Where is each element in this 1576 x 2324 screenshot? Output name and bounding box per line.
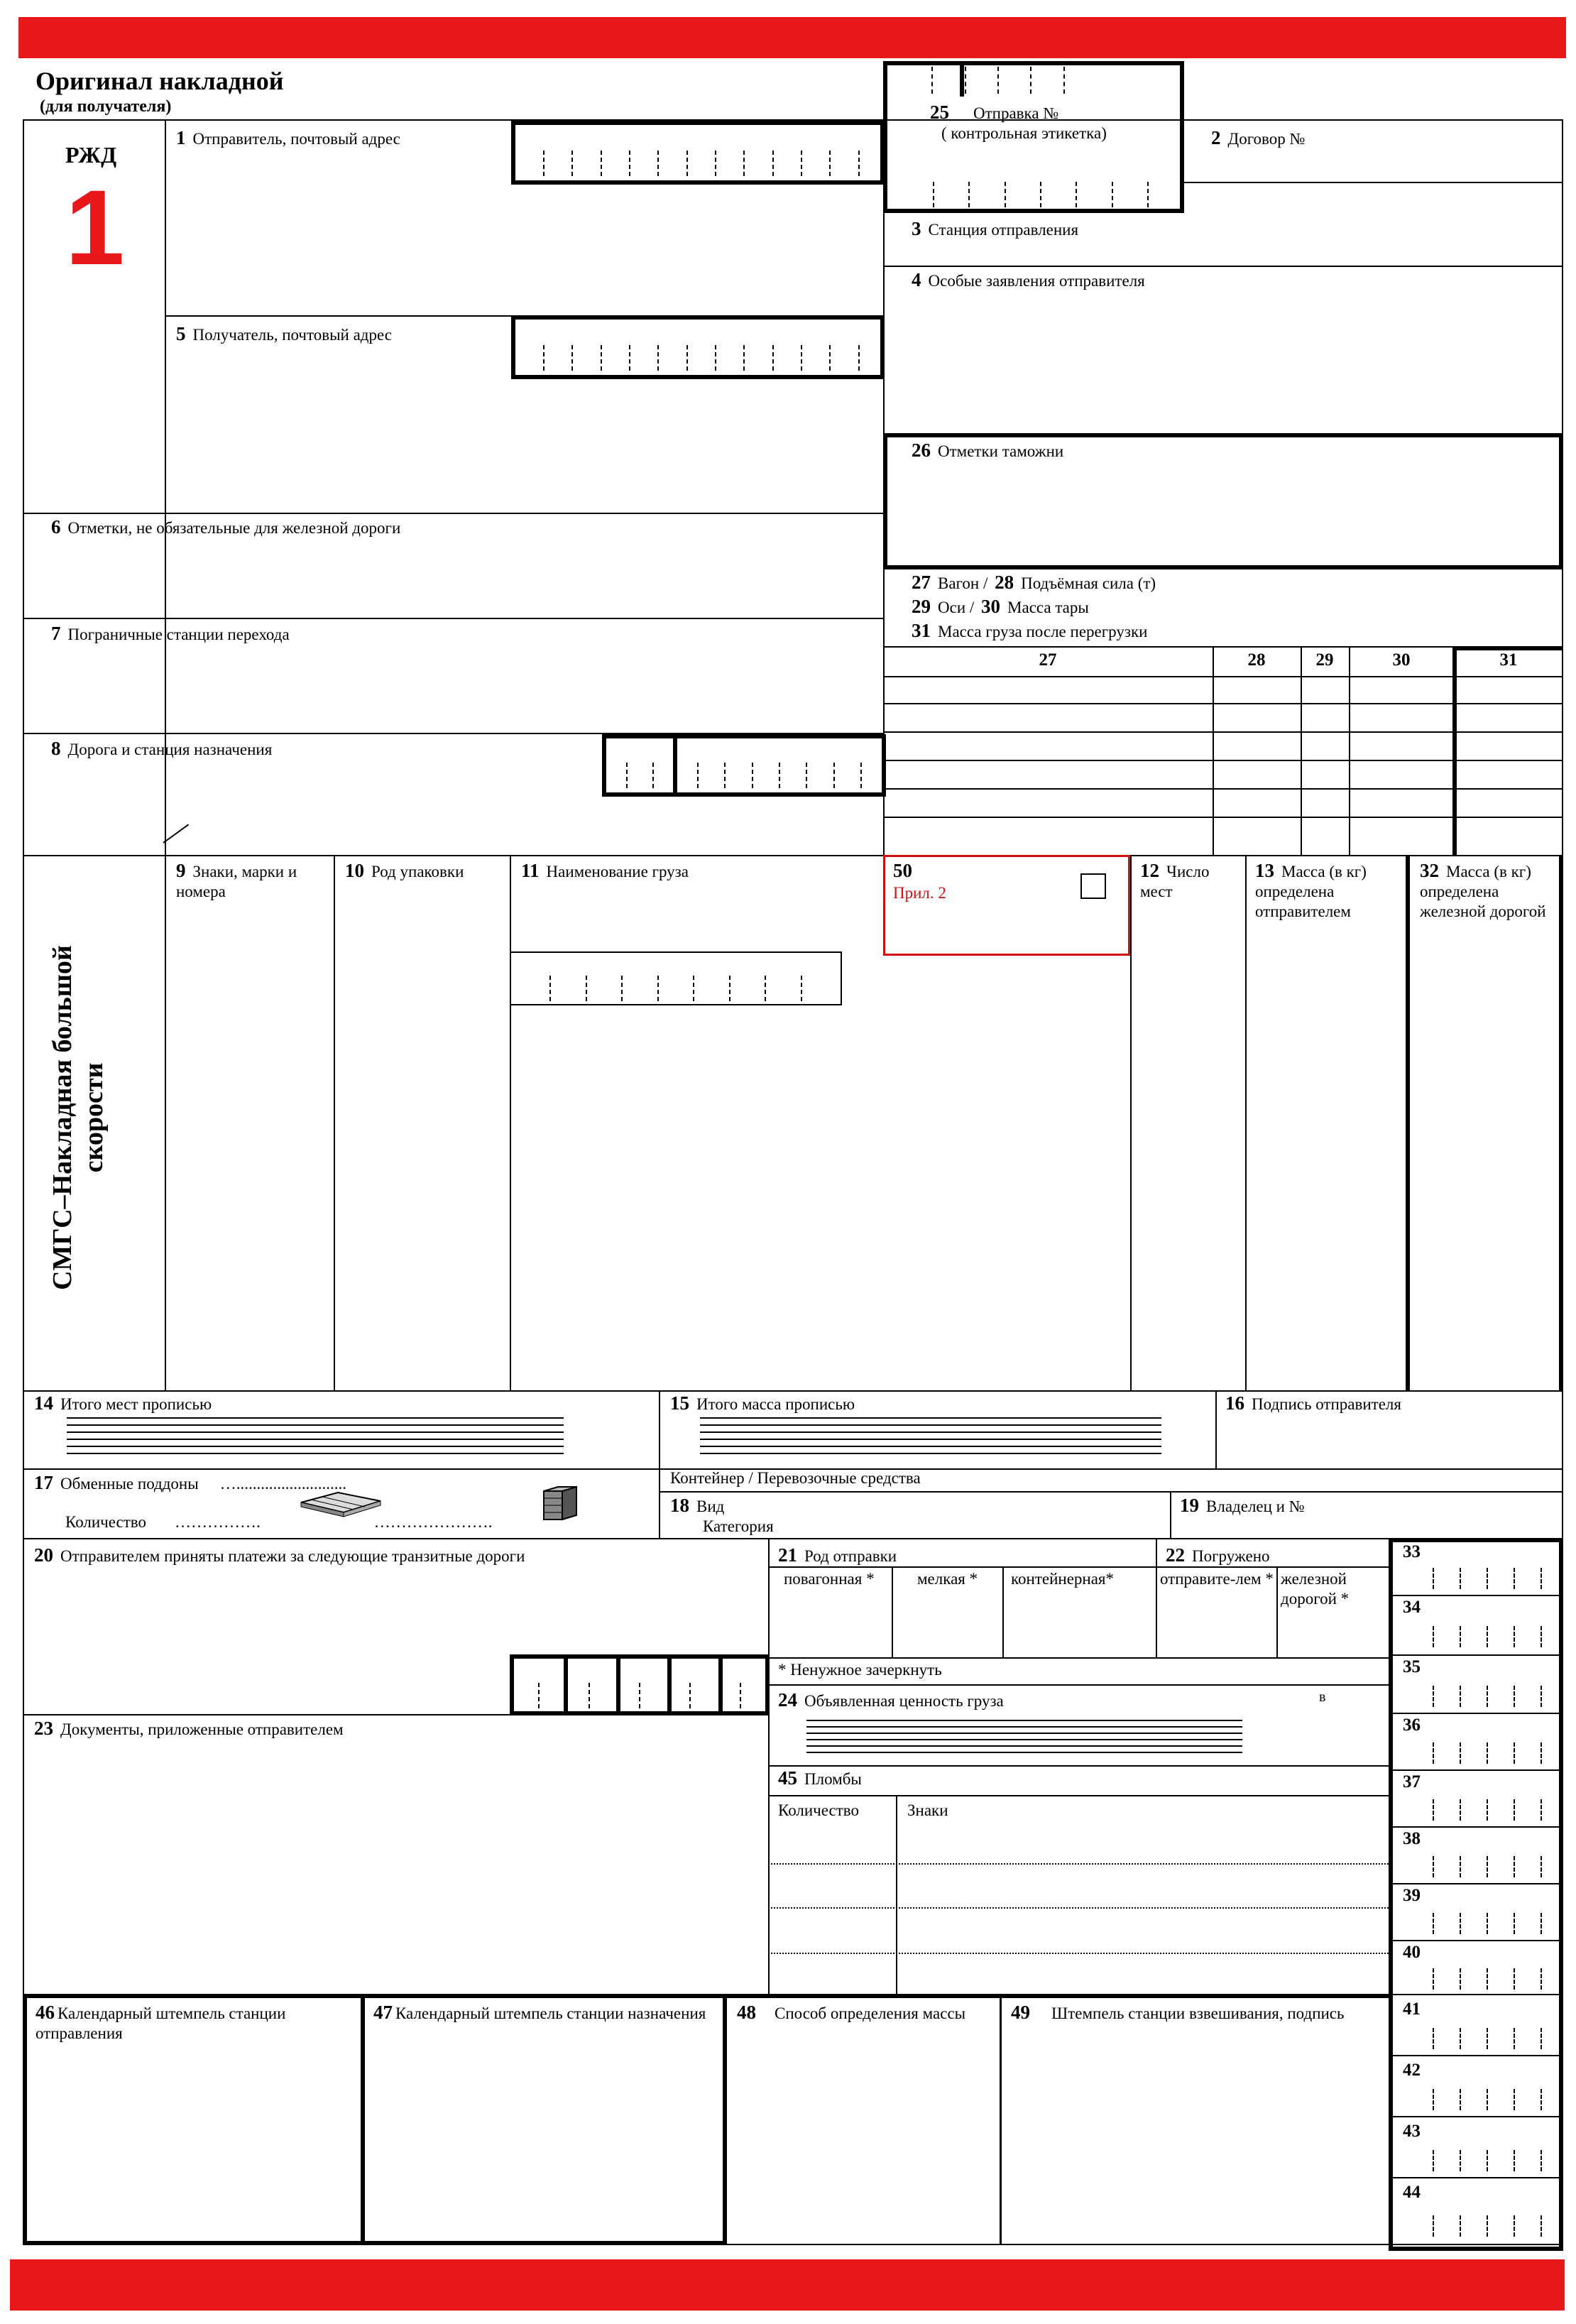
side-number-44: 44 xyxy=(1403,2183,1421,2202)
field-8-code-box-b[interactable] xyxy=(673,734,886,797)
side-ticks-33[interactable] xyxy=(1420,1568,1555,1589)
field-7-label: 7 Пограничные станции перехода xyxy=(51,623,290,644)
side-number-35: 35 xyxy=(1403,1657,1421,1676)
field-25-label: 25 Отправка № xyxy=(930,102,1059,123)
field-1-label: 1 Отправитель, почтовый адрес xyxy=(176,127,400,148)
field-50-number: 50 xyxy=(893,860,912,881)
field-47-label: 47 Календарный штемпель станции назначения xyxy=(373,2002,706,2023)
side-ticks-43[interactable] xyxy=(1420,2150,1555,2171)
table-header-28: 28 xyxy=(1247,650,1266,670)
table-header-27: 27 xyxy=(1039,650,1057,670)
field-29-30-label: 29 Оси / 30 Масса тары xyxy=(912,596,1089,617)
field-5-code-box[interactable] xyxy=(511,315,885,379)
side-number-39: 39 xyxy=(1403,1886,1421,1905)
field-21-opt-small: мелкая * xyxy=(917,1570,978,1588)
field-49-label: 49 Штемпель станции взвешивания, подпись xyxy=(1011,2002,1345,2023)
field-5-label: 5 Получатель, почтовый адрес xyxy=(176,323,392,344)
copy-number: 1 xyxy=(65,168,125,287)
field-47-box[interactable] xyxy=(361,1994,727,2245)
container-label: Контейнер / Перевозочные средства xyxy=(670,1469,921,1487)
side-ticks-34[interactable] xyxy=(1420,1626,1555,1647)
field-24-suffix: в xyxy=(1319,1689,1326,1705)
field-12-label: 12 Число мест xyxy=(1140,860,1210,900)
field-45-col-marks: Знаки xyxy=(907,1801,948,1819)
field-16-label: 16 Подпись отправителя xyxy=(1225,1392,1401,1414)
side-number-40: 40 xyxy=(1403,1943,1421,1962)
field-1-code-box[interactable] xyxy=(511,121,885,185)
top-red-bar xyxy=(18,17,1566,58)
field-50-checkbox[interactable] xyxy=(1080,873,1106,899)
field-46-label: 46 Календарный штемпель станции отправления xyxy=(35,2002,286,2042)
side-ticks-38[interactable] xyxy=(1420,1856,1555,1877)
field-50-box[interactable] xyxy=(883,855,1130,956)
field-18-label: 18 Вид xyxy=(670,1495,725,1516)
field-14-lines xyxy=(67,1417,564,1458)
side-number-33: 33 xyxy=(1403,1542,1421,1561)
table-header-30: 30 xyxy=(1392,650,1411,670)
side-ticks-37[interactable] xyxy=(1420,1799,1555,1821)
field-22-label: 22 Погружено xyxy=(1166,1544,1270,1566)
field-21-label: 21 Род отправки xyxy=(778,1544,897,1566)
field-27-28-label: 27 Вагон / 28 Подъёмная сила (т) xyxy=(912,572,1156,593)
side-number-43: 43 xyxy=(1403,2122,1421,2141)
field-21-opt-container: контейнерная* xyxy=(1011,1570,1114,1588)
side-ticks-36[interactable] xyxy=(1420,1742,1555,1764)
field-31-label: 31 Масса груза после перегрузки xyxy=(912,620,1148,641)
pallet-icon xyxy=(297,1490,385,1518)
strike-note: * Ненужное зачеркнуть xyxy=(778,1661,942,1679)
field-17-quantity: Количество ……………. …………………. xyxy=(65,1513,493,1531)
field-50-label: Прил. 2 xyxy=(893,884,946,902)
field-10-label: 10 Род упаковки xyxy=(345,860,464,881)
page-title: Оригинал накладной xyxy=(35,67,284,95)
field-13-label: 13 Масса (в кг) определена отправителем xyxy=(1255,860,1367,920)
field-24-lines xyxy=(806,1720,1242,1755)
side-number-34: 34 xyxy=(1403,1598,1421,1617)
field-22-opt-sender: отправите-лем * xyxy=(1160,1570,1274,1588)
field-4-label: 4 Особые заявления отправителя xyxy=(912,269,1145,290)
field-32-label: 32 Масса (в кг) определена железной дорогой xyxy=(1420,860,1546,920)
field-22-opt-railway: железной дорогой * xyxy=(1281,1570,1350,1608)
side-ticks-35[interactable] xyxy=(1420,1686,1555,1707)
side-ticks-40[interactable] xyxy=(1420,1968,1555,1990)
field-26-label: 26 Отметки таможни xyxy=(912,440,1064,461)
field-21-opt-wagon: повагонная * xyxy=(784,1570,875,1588)
field-25-sub: ( контрольная этикетка) xyxy=(941,124,1107,142)
page-subtitle: (для получателя) xyxy=(40,97,172,116)
side-number-42: 42 xyxy=(1403,2061,1421,2080)
field-2-label: 2 Договор № xyxy=(1211,127,1306,148)
field-9-label: 9 Знаки, марки и номера xyxy=(176,860,297,900)
field-15-lines xyxy=(700,1417,1161,1458)
side-number-41: 41 xyxy=(1403,2000,1421,2019)
side-ticks-41[interactable] xyxy=(1420,2028,1555,2049)
side-number-37: 37 xyxy=(1403,1772,1421,1791)
field-20-label: 20 Отправителем приняты платежи за следующие транзитные дороги xyxy=(34,1544,525,1566)
field-23-label: 23 Документы, приложенные отправителем xyxy=(34,1718,344,1739)
field-20-code-box[interactable] xyxy=(510,1654,770,1715)
railway-name: РЖД xyxy=(65,142,117,168)
field-45-label: 45 Пломбы xyxy=(778,1767,862,1789)
field-8-code-box-a[interactable] xyxy=(602,734,677,797)
side-ticks-44[interactable] xyxy=(1420,2215,1555,2237)
table-header-29: 29 xyxy=(1315,650,1334,670)
field-6-label: 6 Отметки, не обязательные для железной дороги xyxy=(51,516,401,538)
field-18-category: Категория xyxy=(703,1517,774,1535)
field-3-label: 3 Станция отправления xyxy=(912,218,1079,239)
field-19-label: 19 Владелец и № xyxy=(1180,1495,1305,1516)
field-17-label: 17 Обменные поддоны …........................... xyxy=(34,1472,346,1493)
stacked-pallet-icon xyxy=(541,1484,581,1524)
side-number-36: 36 xyxy=(1403,1715,1421,1735)
field-8-label: 8 Дорога и станция назначения xyxy=(51,738,273,759)
field-14-label: 14 Итого мест прописью xyxy=(34,1392,212,1414)
vertical-title: СМГС–Накладная большой скорости xyxy=(48,945,109,1290)
side-number-38: 38 xyxy=(1403,1829,1421,1848)
field-24-label: 24 Объявленная ценность груза xyxy=(778,1689,1004,1711)
side-ticks-39[interactable] xyxy=(1420,1913,1555,1934)
field-11-code-box[interactable] xyxy=(510,951,842,1005)
field-45-col-quantity: Количество xyxy=(778,1801,859,1819)
bottom-red-bar xyxy=(10,2259,1565,2311)
field-48-label: 48 Способ определения массы xyxy=(737,2002,966,2023)
field-11-label: 11 Наименование груза xyxy=(521,860,689,881)
field-15-label: 15 Итого масса прописью xyxy=(670,1392,855,1414)
table-header-31: 31 xyxy=(1499,650,1518,670)
side-ticks-42[interactable] xyxy=(1420,2089,1555,2110)
